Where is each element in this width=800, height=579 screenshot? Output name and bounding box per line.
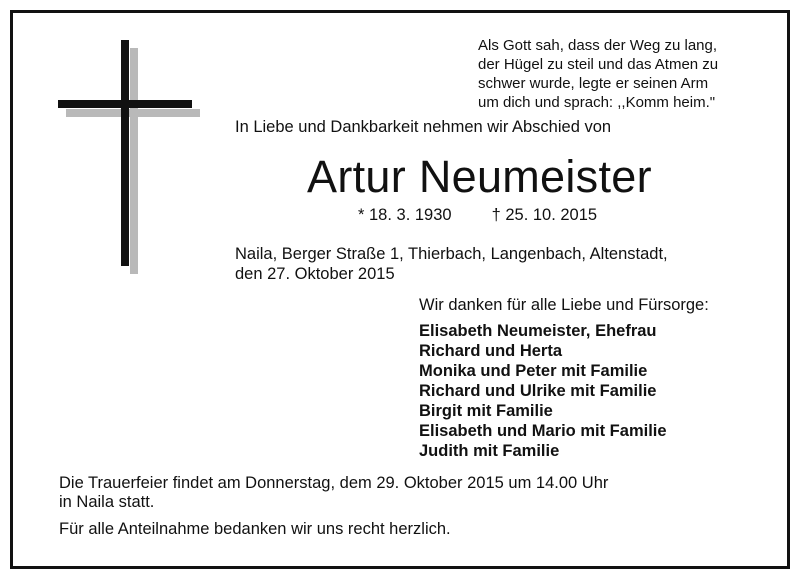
poem bbox=[478, 36, 778, 112]
cross-bar-vertical bbox=[121, 40, 129, 266]
mourner: Richard und Ulrike mit Familie bbox=[419, 382, 657, 400]
mourner: Judith mit Familie bbox=[419, 442, 560, 460]
cross-shadow-vertical bbox=[130, 48, 138, 274]
mourner: Elisabeth und Mario mit Familie bbox=[419, 422, 667, 440]
life-dates bbox=[358, 206, 597, 225]
mourner: Monika und Peter mit Familie bbox=[419, 362, 648, 380]
service-line: Die Trauerfeier findet am Donnerstag, dem 29. Oktober 2015 um 14.00 Uhr bbox=[59, 474, 609, 492]
poem-line: Als Gott sah, dass der Weg zu lang, bbox=[478, 37, 718, 54]
poem-line: schwer wurde, legte er seinen Arm bbox=[478, 75, 709, 92]
closing-thanks: Für alle Anteilnahme bedanken wir uns recht herzlich. bbox=[59, 520, 451, 538]
place-and-date bbox=[235, 244, 668, 284]
poem-line: der Hügel zu steil und das Atmen zu bbox=[478, 56, 719, 73]
intro-text: In Liebe und Dankbarkeit nehmen wir Abschied von bbox=[235, 118, 612, 136]
death-date: † 25. 10. 2015 bbox=[491, 206, 598, 224]
cross-bar-horizontal bbox=[58, 100, 192, 108]
birth-date: * 18. 3. 1930 bbox=[358, 206, 452, 224]
service-line: in Naila statt. bbox=[59, 493, 155, 511]
cross-shadow-horizontal bbox=[66, 109, 200, 117]
place-line: Naila, Berger Straße 1, Thierbach, Langenbach, Altenstadt, bbox=[235, 245, 668, 263]
date-line: den 27. Oktober 2015 bbox=[235, 265, 395, 283]
funeral-service-info bbox=[59, 474, 608, 512]
mourner: Birgit mit Familie bbox=[419, 402, 553, 420]
thanks-heading: Wir danken für alle Liebe und Fürsorge: bbox=[419, 296, 709, 314]
mourner: Elisabeth Neumeister, Ehefrau bbox=[419, 322, 657, 340]
mourner: Richard und Herta bbox=[419, 342, 563, 360]
deceased-name: Artur Neumeister bbox=[307, 151, 652, 202]
poem-line: um dich und sprach: ,,Komm heim." bbox=[478, 94, 716, 111]
mourners-list bbox=[419, 321, 667, 461]
